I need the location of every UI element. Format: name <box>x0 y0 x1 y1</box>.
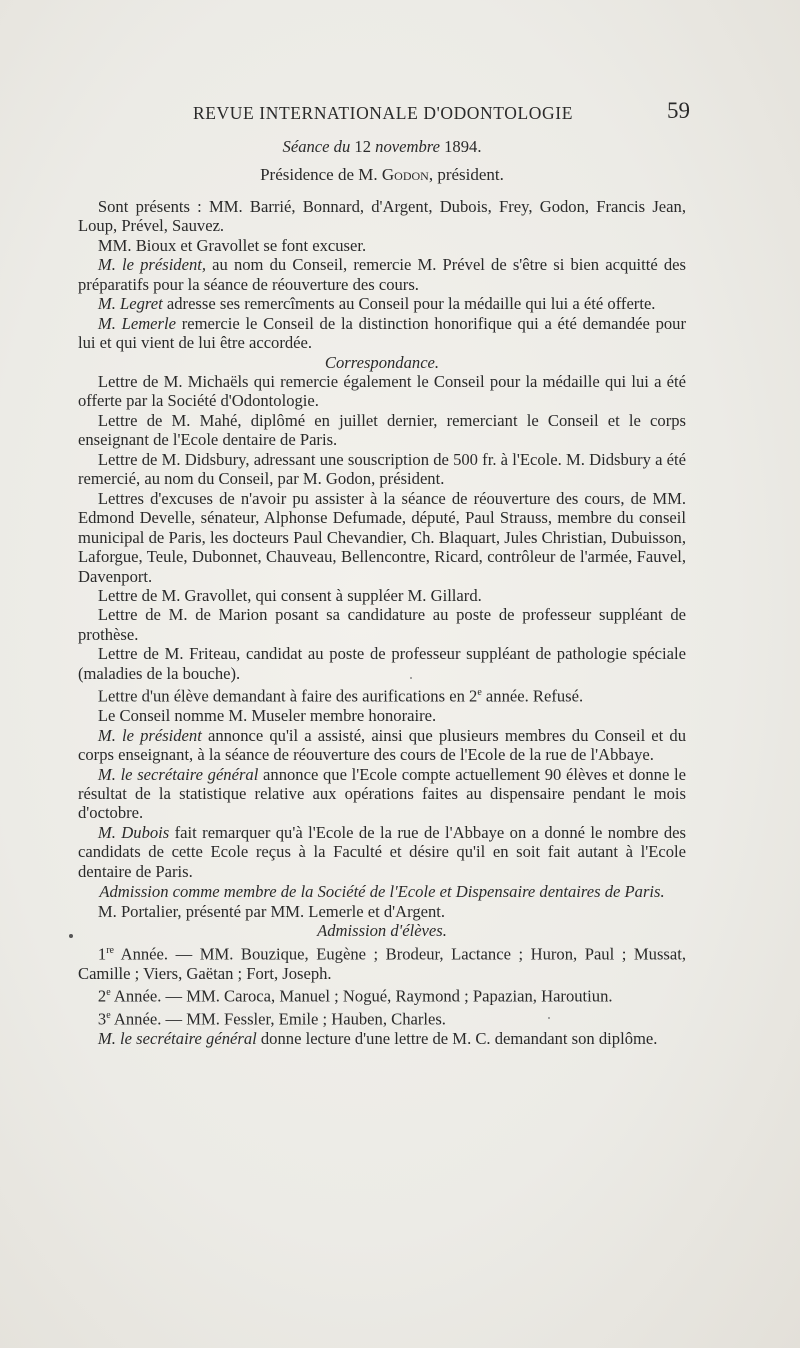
paper-speck <box>410 677 412 679</box>
session-title <box>78 137 686 156</box>
annee2-num: 2 <box>97 986 107 1006</box>
annee1-sup: re <box>106 944 114 956</box>
text-lemerle: remercie le Conseil de la distinction honorifique qui a été demandée pour lui et qui vient de lui être accordée. <box>78 313 686 353</box>
correspondance-heading: Correspondance. <box>324 352 440 372</box>
session-title-prefix: Séance du <box>282 137 355 156</box>
presidence-suffix: , président. <box>428 165 504 185</box>
speaker-president: M. le président, <box>97 255 207 275</box>
paragraph-secretaire-2 <box>78 1029 686 1048</box>
presidence-prefix: Présidence de M. <box>260 165 382 185</box>
text-secretaire-2: donne lecture d'une lettre de M. C. demandant son diplôme. <box>256 1029 658 1049</box>
text-dubois: fait remarquer qu'à l'Ecole de la rue de l'Abbaye on a donné le nombre des candidats de cette Ecole reçus à la Faculté et désire qu'il en soit fait autant à l'Ecole dentaire de Paris. <box>78 822 686 881</box>
annee1-num: 1 <box>97 944 107 964</box>
speaker-lemerle: M. Lemerle <box>97 313 176 333</box>
paragraph-mahe: Lettre de M. Mahé, diplômé en juillet dernier, remerciant le Conseil et le corps enseignant de l'Ecole dentaire de Paris. <box>78 410 686 450</box>
margin-dot <box>69 934 73 938</box>
running-title: REVUE INTERNATIONALE D'ODONTOLOGIE <box>193 103 573 123</box>
speaker-secretaire-2: M. le secrétaire général <box>97 1029 257 1049</box>
session-title-day: 12 <box>354 137 372 156</box>
text-president: au nom du Conseil, remercie M. Prével de s'être si bien acquitté des préparatifs pour la séance de réouverture des cours. <box>78 255 686 294</box>
paragraph-excuses: MM. Bioux et Gravollet se font excuser. <box>97 235 367 255</box>
annee3-text: Année. — MM. Fessler, Emile ; Hauben, Charles. <box>110 1009 446 1029</box>
speaker-legret: M. Legret <box>97 294 163 314</box>
session-title-month: novembre <box>371 137 445 156</box>
paragraph-eleve <box>78 683 686 706</box>
paper-speck <box>548 1017 550 1019</box>
speaker-secretaire: M. le secrétaire général <box>97 764 259 784</box>
annee2-sup: e <box>106 987 111 999</box>
paragraph-marion: Lettre de M. de Marion posant sa candidature au poste de professeur suppléant de prothèse. <box>78 605 686 644</box>
eleve-sup: e <box>477 687 482 699</box>
text-legret: adresse ses remercîments au Conseil pour la médaille qui lui a été offerte. <box>162 294 656 314</box>
paragraph-secretaire <box>78 765 686 823</box>
text-secretaire: annonce que l'Ecole compte actuellement 90 élèves et donne le résultat de la statistique relative aux opérations faites au dispensaire pendant le mois d'octobre. <box>78 764 686 823</box>
annee2-text: Année. — MM. Caroca, Manuel ; Nogué, Raymond ; Papazian, Haroutiun. <box>110 986 613 1006</box>
annee3-num: 3 <box>97 1009 107 1029</box>
paragraph-lettres-excuses: Lettres d'excuses de n'avoir pu assister à la séance de réouverture des cours, de MM. Edmond Develle, sénateur, Alphonse Defumade, député, Paul Strauss, membre du conseil municipal de Paris, les docteurs Paul Chevandier, Ch. Blaquart, Jules Christian, Dubuisson, Laforgue, Teule, Dubonnet, Chauveau, Bellencontre, Ricard, contrôleur de l'armée, Fauvel, Davenport. <box>78 488 686 586</box>
page-header <box>78 98 690 127</box>
paragraph-friteau: Lettre de M. Friteau, candidat au poste de professeur suppléant de pathologie spéciale (maladies de la bouche). <box>78 644 686 683</box>
paragraph-dubois <box>78 823 686 881</box>
speaker-dubois: M. Dubois <box>97 822 170 842</box>
page-number: 59 <box>667 98 690 123</box>
paragraph-annee-2 <box>78 983 686 1006</box>
paragraph-president <box>78 255 686 294</box>
annee3-sup: e <box>106 1010 111 1022</box>
paragraph-didsbury: Lettre de M. Didsbury, adressant une souscription de 500 fr. à l'Ecole. M. Didsbury a été remercié, au nom du Conseil, par M. Godon, président. <box>78 449 686 489</box>
admission-heading: Admission comme membre de la Société de l'Ecole et Dispensaire dentaires de Paris. <box>99 882 665 902</box>
speaker-president-2: M. le président <box>97 725 202 745</box>
text-president-2: annonce qu'il a assisté, ainsi que plusieurs membres du Conseil et du corps enseignant, à la séance de réouverture des cours de l'Ecole de la rue de l'Abbaye. <box>78 725 686 765</box>
paragraph-annee-1 <box>78 941 686 983</box>
paragraph-museler: Le Conseil nomme M. Museler membre honoraire. <box>97 706 437 726</box>
paragraph-presents: Sont présents : MM. Barrié, Bonnard, d'Argent, Dubois, Frey, Godon, Francis Jean, Loup, Prével, Sauvez. <box>78 196 686 236</box>
admission-eleves-heading: Admission d'élèves. <box>317 921 447 941</box>
annee1-text: Année. — MM. Bouzique, Eugène ; Brodeur, Lactance ; Huron, Paul ; Mussat, Camille ; Viers, Gaëtan ; Fort, Joseph. <box>78 944 686 983</box>
paragraph-annee-3 <box>78 1006 686 1029</box>
paragraph-legret <box>78 294 686 313</box>
page-body <box>78 134 686 1049</box>
paragraph-michaels: Lettre de M. Michaëls qui remercie également le Conseil pour la médaille qui lui a été offerte par la Société d'Odontologie. <box>78 371 686 411</box>
paragraph-portalier: M. Portalier, présenté par MM. Lemerle et d'Argent. <box>97 901 446 921</box>
session-title-year: 1894. <box>444 137 482 156</box>
presidence-line <box>78 165 686 184</box>
paragraph-gravollet: Lettre de M. Gravollet, qui consent à suppléer M. Gillard. <box>97 585 482 605</box>
paragraph-president-2 <box>78 726 686 765</box>
eleve-suffix: année. Refusé. <box>481 686 584 706</box>
presidence-name: Godon <box>381 165 429 185</box>
paragraph-lemerle <box>78 314 686 353</box>
eleve-prefix: Lettre d'un élève demandant à faire des aurifications en 2 <box>97 686 478 706</box>
